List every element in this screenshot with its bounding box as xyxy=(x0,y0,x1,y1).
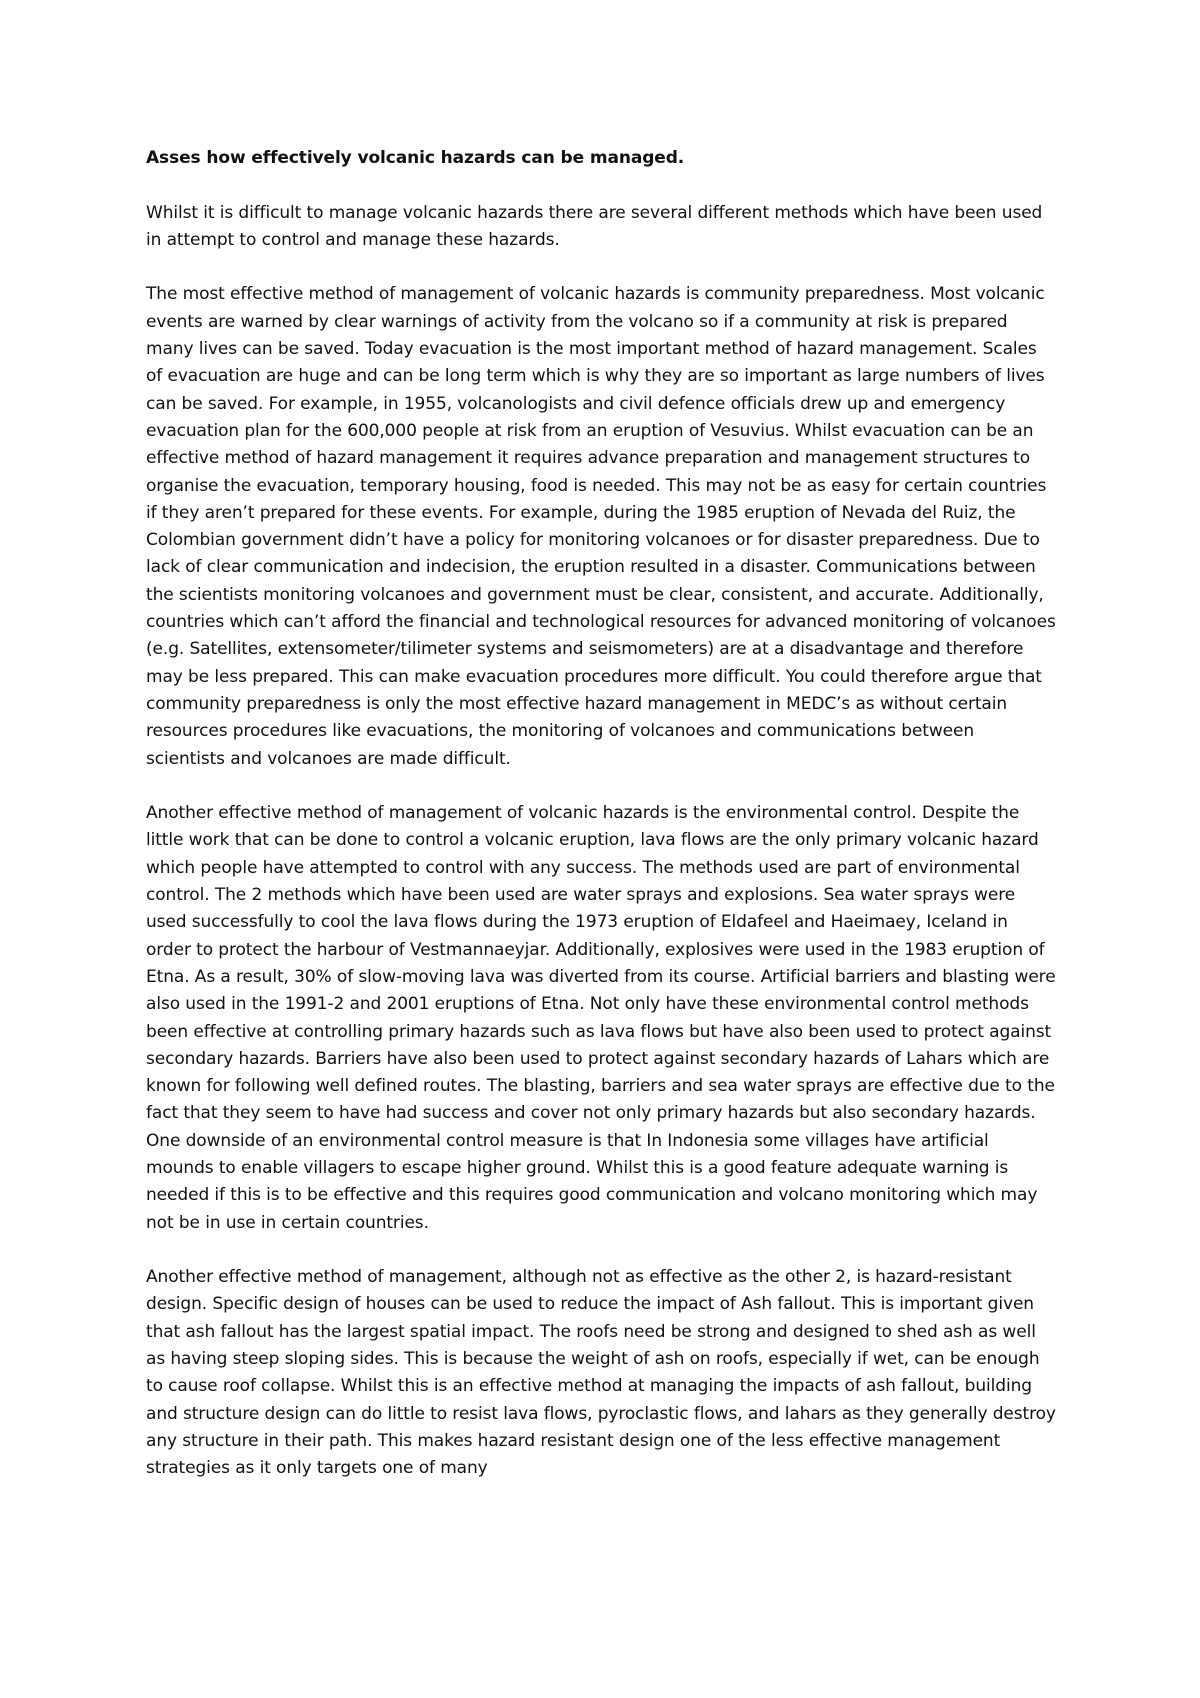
paragraph-hazard-resistant-design: Another effective method of management, although not as effective as the other 2, is hazard-resistant design. Specific design of houses can be used to reduce the impact of Ash fallout. This is important given that ash fallout has the largest spatial impact. The roofs need be strong and designed to shed ash as well as having steep sloping sides. This is because the weight of ash on roofs, especially if wet, can be enough to cause roof collapse. Whilst this is an effective method at managing the impacts of ash fallout, building and structure design can do little to resist lava flows, pyroclastic flows, and lahars as they generally destroy any structure in their path. This makes hazard resistant design one of the less effective management strategies as it only targets one of many xyxy=(146,1267,1056,1479)
paragraph-community-preparedness: The most effective method of management of volcanic hazards is community preparedness. Most volcanic events are warned by clear warnings of activity from the volcano so if a community at risk is prepared many lives can be saved. Today evacuation is the most important method of hazard management. Scales of evacuation are huge and can be long term which is why they are so important as large numbers of lives can be saved. For example, in 1955, volcanologists and civil defence officials drew up and emergency evacuation plan for the 600,000 people at risk from an eruption of Vesuvius. Whilst evacuation can be an effective method of hazard management it requires advance preparation and management structures to organise the evacuation, temporary housing, food is needed. This may not be as easy for certain countries if they aren’t prepared for these events. For example, during the 1985 eruption of Nevada del Ruiz, the Colombian government didn’t have a policy for monitoring volcanoes or for disaster preparedness. Due to lack of clear communication and indecision, the eruption resulted in a disaster. Communications between the scientists monitoring volcanoes and government must be clear, consistent, and accurate. Additionally, countries which can’t afford the financial and technological resources for advanced monitoring of volcanoes (e.g. Satellites, extensometer/tilimeter systems and seismometers) are at a disadvantage and therefore may be less prepared. This can make evacuation procedures more difficult. You could therefore argue that community preparedness is only the most effective hazard management in MEDC’s as without certain resources procedures like evacuations, the monitoring of volcanoes and communications between scientists and volcanoes are made difficult. xyxy=(146,284,1056,769)
paragraph-intro: Whilst it is difficult to manage volcanic hazards there are several different methods which have been used in attempt to control and manage these hazards. xyxy=(146,202,1043,250)
document-body xyxy=(146,145,1056,1483)
paragraph-environmental-control: Another effective method of management of volcanic hazards is the environmental control. Despite the little work that can be done to control a volcanic eruption, lava flows are the only primary volcanic hazard which people have attempted to control with any success. The methods used are part of environmental control. The 2 methods which have been used are water sprays and explosions. Sea water sprays were used successfully to cool the lava flows during the 1973 eruption of Eldafeel and Haeimaey, Iceland in order to protect the harbour of Vestmannaeyjar. Additionally, explosives were used in the 1983 eruption of Etna. As a result, 30% of slow-moving lava was diverted from its course. Artificial barriers and blasting were also used in the 1991-2 and 2001 eruptions of Etna. Not only have these environmental control methods been effective at controlling primary hazards such as lava flows but have also been used to protect against secondary hazards. Barriers have also been used to protect against secondary hazards of Lahars which are known for following well defined routes. The blasting, barriers and sea water sprays are effective due to the fact that they seem to have had success and cover not only primary hazards but also secondary hazards. One downside of an environmental control measure is that In Indonesia some villages have artificial mounds to enable villagers to escape higher ground. Whilst this is a good feature adequate warning is needed if this is to be effective and this requires good communication and volcano monitoring which may not be in use in certain countries. xyxy=(146,803,1056,1233)
document-title: Asses how effectively volcanic hazards can be managed. xyxy=(146,148,685,168)
